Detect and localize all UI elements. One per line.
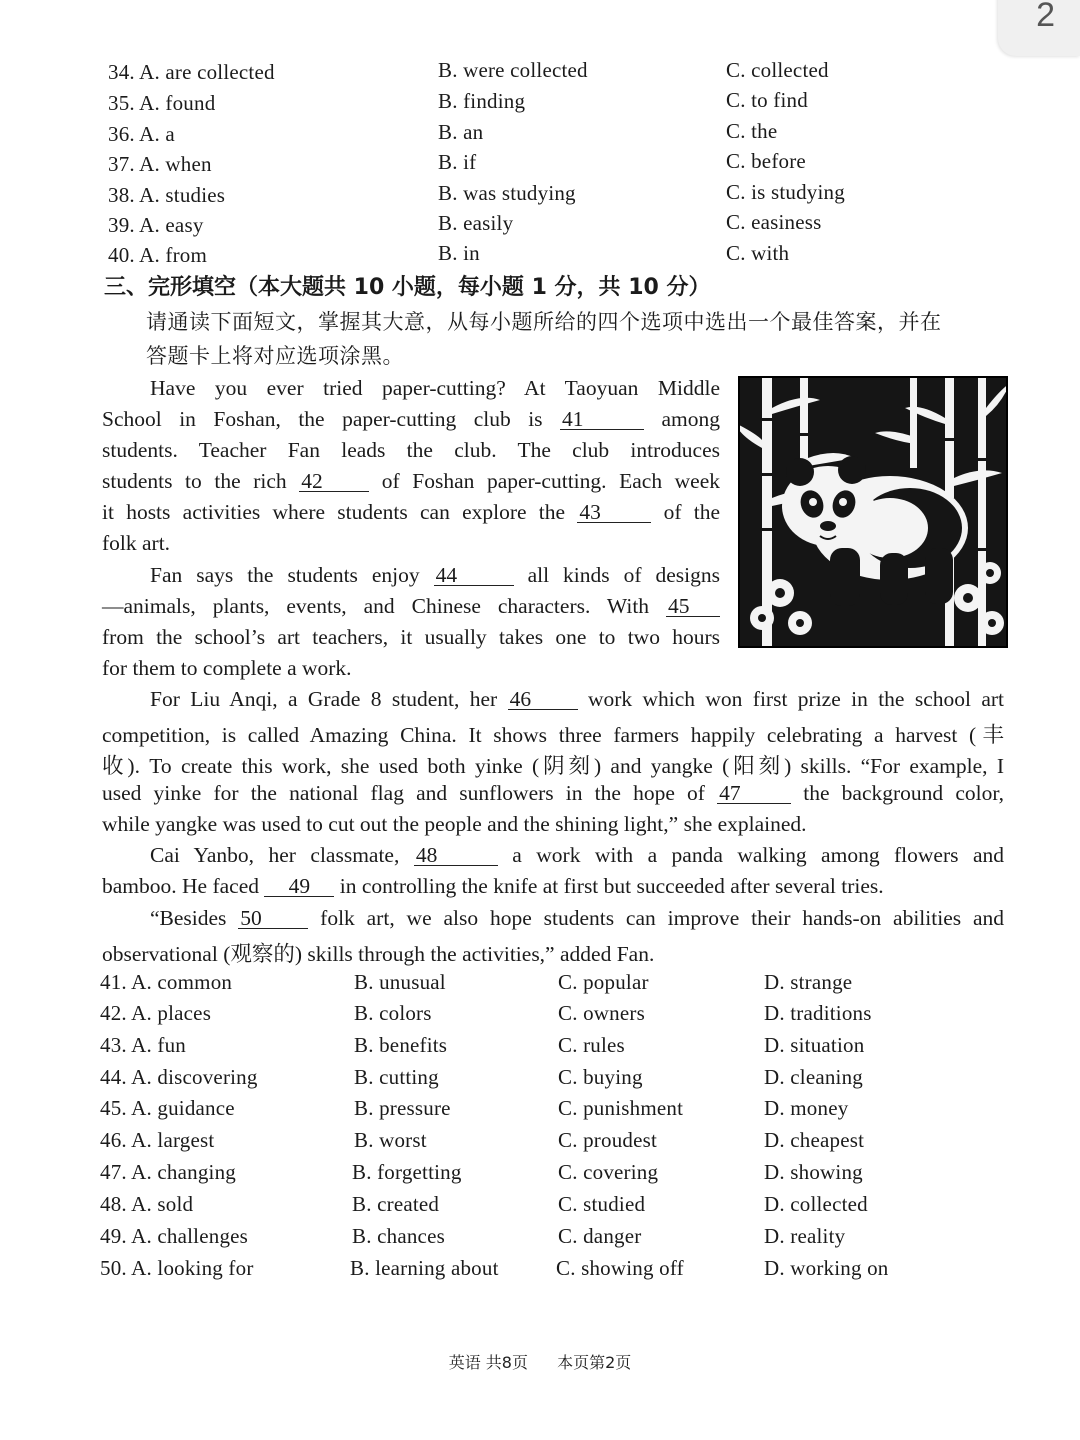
option-44-d: D. cleaning <box>764 1065 863 1089</box>
option-45-a: 45. A. guidance <box>100 1096 235 1120</box>
option-39-b: B. easily <box>438 211 514 235</box>
option-36-b: B. an <box>438 120 484 144</box>
passage-line: Cai Yanbo, her classmate, 48 a work with a panda walking among flowers and <box>150 843 1004 867</box>
option-42-c: C. owners <box>558 1001 645 1025</box>
option-48-a: 48. A. sold <box>100 1192 194 1216</box>
option-44-b: B. cutting <box>354 1065 439 1089</box>
section3-instruction-line1: 请通读下面短文，掌握其大意，从每小题所给的四个选项中选出一个最佳答案，并在 <box>146 310 942 334</box>
option-45-c: C. punishment <box>558 1096 684 1120</box>
option-49-c: C. danger <box>558 1224 642 1248</box>
option-47-b: B. forgetting <box>352 1160 462 1184</box>
blank-50: 50 <box>238 908 308 929</box>
option-41-b: B. unusual <box>354 970 446 994</box>
passage-line: from the school’s art teachers, it usually takes one to two hours <box>102 625 720 649</box>
option-45-d: D. money <box>764 1096 849 1120</box>
option-36-c: C. the <box>726 119 778 143</box>
blank-45: 45 <box>666 596 720 617</box>
blank-46: 46 <box>508 689 578 710</box>
passage-line: students to the rich 42 of Foshan paper-cutting. Each week <box>102 469 721 493</box>
option-49-a: 49. A. challenges <box>100 1224 249 1248</box>
passage-line: For Liu Anqi, a Grade 8 student, her 46 work which won first prize in the school art <box>150 687 1005 711</box>
passage-line: observational (观察的) skills through the activities,” added Fan. <box>102 942 655 966</box>
passage-line: Fan says the students enjoy 44 all kinds of designs <box>150 563 720 587</box>
option-46-d: D. cheapest <box>764 1128 865 1152</box>
blank-47: 47 <box>717 783 791 804</box>
option-46-a: 46. A. largest <box>100 1128 215 1152</box>
option-43-c: C. rules <box>558 1033 625 1057</box>
passage-line: used yinke for the national flag and sunflowers in the hope of 47 the background color, <box>102 781 1005 805</box>
option-50-d: D. working on <box>764 1256 889 1280</box>
option-39-c: C. easiness <box>726 210 822 234</box>
page-number-tab <box>998 0 1080 56</box>
blank-48: 48 <box>414 845 498 866</box>
option-37-a: 37. A. when <box>108 152 212 176</box>
passage-line: while yangke was used to cut out the people and the shining light,” she explained. <box>102 812 807 836</box>
option-50-c: C. showing off <box>556 1256 684 1280</box>
option-40-a: 40. A. from <box>108 243 208 267</box>
option-34-c: C. collected <box>726 58 829 82</box>
option-42-b: B. colors <box>354 1001 432 1025</box>
option-38-b: B. was studying <box>438 181 576 205</box>
option-44-c: C. buying <box>558 1065 643 1089</box>
option-36-a: 36. A. a <box>108 122 175 146</box>
option-43-a: 43. A. fun <box>100 1033 186 1057</box>
passage-line: “Besides 50 folk art, we also hope students can improve their hands-on abilities and <box>150 906 1005 930</box>
passage-line: 收). To create this work, she used both yinke (阴刻) and yangke (阳刻) skills. “For example, I <box>102 754 1004 778</box>
option-49-b: B. chances <box>352 1224 445 1248</box>
option-40-c: C. with <box>726 241 790 265</box>
option-34-b: B. were collected <box>438 58 588 82</box>
option-48-c: C. studied <box>558 1192 646 1216</box>
option-48-d: D. collected <box>764 1192 868 1216</box>
option-49-d: D. reality <box>764 1224 846 1248</box>
option-39-a: 39. A. easy <box>108 213 204 237</box>
option-38-c: C. is studying <box>726 180 845 204</box>
blank-44: 44 <box>434 565 514 586</box>
footer-current-page: 本页第2页 <box>557 1353 632 1372</box>
blank-41: 41 <box>560 409 644 430</box>
option-38-a: 38. A. studies <box>108 183 226 207</box>
passage-line: —animals, plants, events, and Chinese characters. With 45 <box>102 594 720 619</box>
page-number: 2 <box>1036 0 1055 34</box>
section3-heading: 三、完形填空（本大题共 10 小题，每小题 1 分，共 10 分） <box>104 275 711 300</box>
option-46-b: B. worst <box>354 1128 427 1152</box>
section3-instruction-line2: 答题卡上将对应选项涂黑。 <box>146 344 404 368</box>
option-35-c: C. to find <box>726 88 808 112</box>
passage-line: School in Foshan, the paper-cutting club is 41 among <box>102 407 721 431</box>
passage-line: Have you ever tried paper-cutting? At Taoyuan Middle <box>150 376 720 400</box>
option-40-b: B. in <box>438 241 480 265</box>
passage-line: folk art. <box>102 531 171 555</box>
option-50-b: B. learning about <box>350 1256 499 1280</box>
option-48-b: B. created <box>352 1192 440 1216</box>
option-46-c: C. proudest <box>558 1128 658 1152</box>
option-41-c: C. popular <box>558 970 649 994</box>
passage-line: it hosts activities where students can explore the 43 of the <box>102 500 720 524</box>
option-41-d: D. strange <box>764 970 853 994</box>
option-47-c: C. covering <box>558 1160 659 1184</box>
passage-line: for them to complete a work. <box>102 656 352 680</box>
blank-43: 43 <box>577 502 651 523</box>
page-footer <box>0 1350 1080 1373</box>
passage-line: competition, is called Amazing China. It shows three farmers happily celebrating a harvest (丰 <box>102 723 1004 747</box>
option-47-a: 47. A. changing <box>100 1160 236 1184</box>
option-35-a: 35. A. found <box>108 91 216 115</box>
panda-paper-cut-image <box>738 376 1008 648</box>
option-37-b: B. if <box>438 150 477 174</box>
option-34-a: 34. A. are collected <box>108 60 275 84</box>
option-42-d: D. traditions <box>764 1001 872 1025</box>
option-42-a: 42. A. places <box>100 1001 212 1025</box>
option-43-d: D. situation <box>764 1033 865 1057</box>
option-45-b: B. pressure <box>354 1096 451 1120</box>
option-50-a: 50. A. looking for <box>100 1256 254 1280</box>
option-37-c: C. before <box>726 149 806 173</box>
passage-line: bamboo. He faced 49 in controlling the knife at first but succeeded after several tries. <box>102 874 884 898</box>
option-47-d: D. showing <box>764 1160 863 1184</box>
blank-49: 49 <box>264 876 334 897</box>
option-44-a: 44. A. discovering <box>100 1065 258 1089</box>
option-43-b: B. benefits <box>354 1033 448 1057</box>
option-41-a: 41. A. common <box>100 970 233 994</box>
footer-total-pages: 英语 共8页 <box>448 1353 528 1372</box>
blank-42: 42 <box>299 471 369 492</box>
option-35-b: B. finding <box>438 89 526 113</box>
panda-paper-cut-icon <box>740 378 1006 646</box>
passage-line: students. Teacher Fan leads the club. The club introduces <box>102 438 720 462</box>
